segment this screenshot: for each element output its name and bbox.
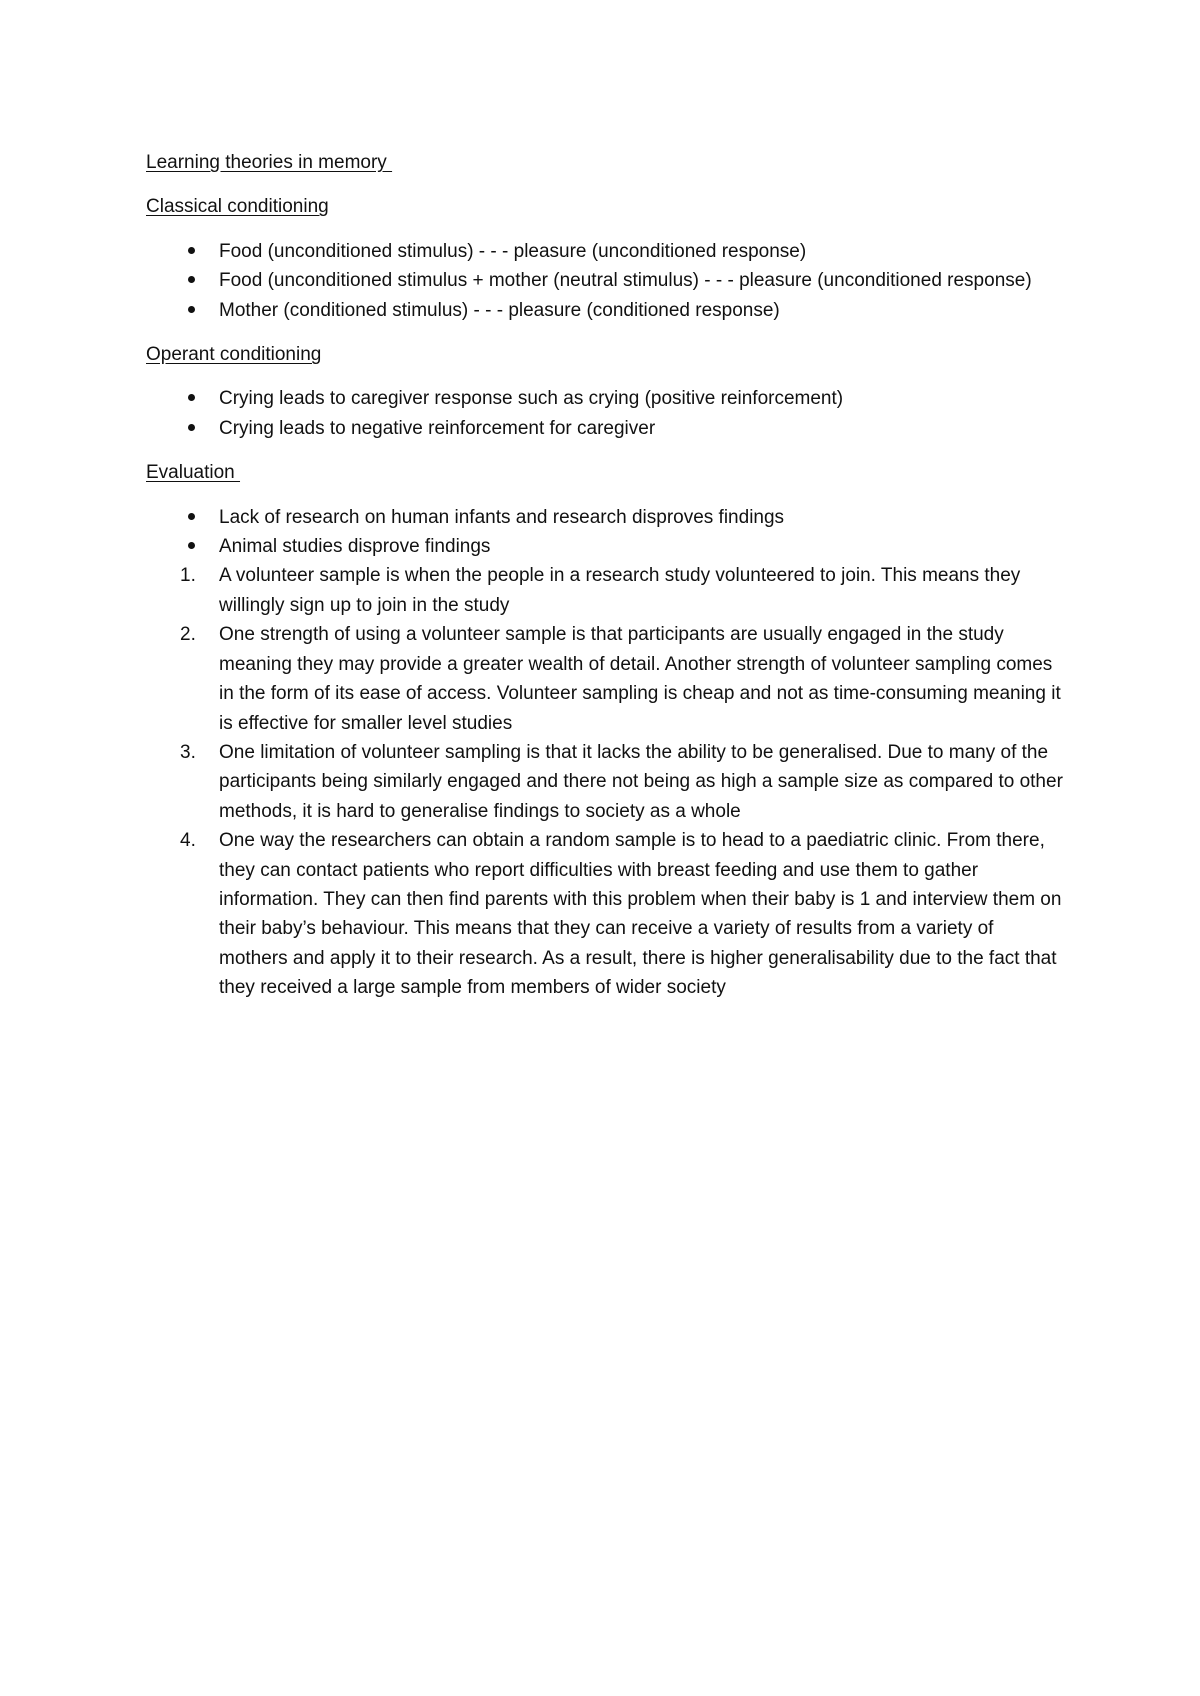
classical-conditioning-list <box>146 237 1066 325</box>
list-item <box>146 414 1066 443</box>
document-body <box>146 148 1066 1003</box>
evaluation-bullet-list <box>146 503 1066 562</box>
list-item <box>146 266 1066 295</box>
list-item <box>146 384 1066 413</box>
list-item-text: Crying leads to negative reinforcement for caregiver <box>219 417 656 439</box>
classical-conditioning-heading: Classical conditioning <box>146 196 329 218</box>
operant-conditioning-list <box>146 384 1066 443</box>
list-item <box>146 532 1066 561</box>
list-item-text: Crying leads to caregiver response such as crying (positive reinforcement) <box>219 388 844 410</box>
evaluation-numbered-list <box>146 561 1066 1002</box>
numbered-item-text: One strength of using a volunteer sample is that participants are usually engaged in the study meaning they may provide a greater wealth of detail. Another strength of volunteer sampling comes in the form of its ease of access. Volunteer sampling is cheap and not as time-consuming meaning it is effective for smaller level studies <box>219 624 1061 734</box>
evaluation-heading: Evaluation <box>146 462 241 484</box>
list-item-text: Lack of research on human infants and research disproves findings <box>219 506 785 528</box>
numbered-item <box>146 561 1066 620</box>
numbered-item <box>146 620 1066 738</box>
document-title: Learning theories in memory <box>146 152 393 173</box>
list-item <box>146 503 1066 532</box>
numbered-item-text: A volunteer sample is when the people in a research study volunteered to join. This means they willingly sign up to join in the study <box>219 565 1021 616</box>
numbered-item-text: One way the researchers can obtain a random sample is to head to a paediatric clinic. From there, they can contact patients who report difficulties with breast feeding and use them to gather information. They can then find parents with this problem when their baby is 1 and interview them on their baby’s behaviour. This means that they can receive a variety of results from a variety of mothers and apply it to their research. As a result, there is higher generalisability due to the fact that they received a large sample from members of wider society <box>219 830 1062 999</box>
list-item <box>146 237 1066 266</box>
operant-conditioning-heading: Operant conditioning <box>146 344 322 366</box>
item-number: 4. <box>180 830 196 852</box>
bullet-icon <box>184 384 198 413</box>
item-number: 2. <box>180 624 196 646</box>
item-number: 3. <box>180 741 196 763</box>
list-item-text: Food (unconditioned stimulus) - - - pleasure (unconditioned response) <box>219 240 807 262</box>
item-number: 1. <box>180 565 196 587</box>
list-item-text: Mother (conditioned stimulus) - - - pleasure (conditioned response) <box>219 299 780 321</box>
bullet-icon <box>184 237 198 266</box>
numbered-item <box>146 738 1066 826</box>
bullet-icon <box>184 266 198 295</box>
numbered-item <box>146 826 1066 1002</box>
numbered-item-text: One limitation of volunteer sampling is that it lacks the ability to be generalised. Due to many of the participants being similarly engaged and there not being as high a sample size as compared to other methods, it is hard to generalise findings to society as a whole <box>219 741 1063 822</box>
bullet-icon <box>184 296 198 325</box>
list-item-text: Food (unconditioned stimulus + mother (neutral stimulus) - - - pleasure (unconditioned response) <box>219 270 1032 292</box>
list-item-text: Animal studies disprove findings <box>219 536 491 558</box>
bullet-icon <box>184 503 198 532</box>
bullet-icon <box>184 414 198 443</box>
list-item <box>146 296 1066 325</box>
bullet-icon <box>184 532 198 561</box>
